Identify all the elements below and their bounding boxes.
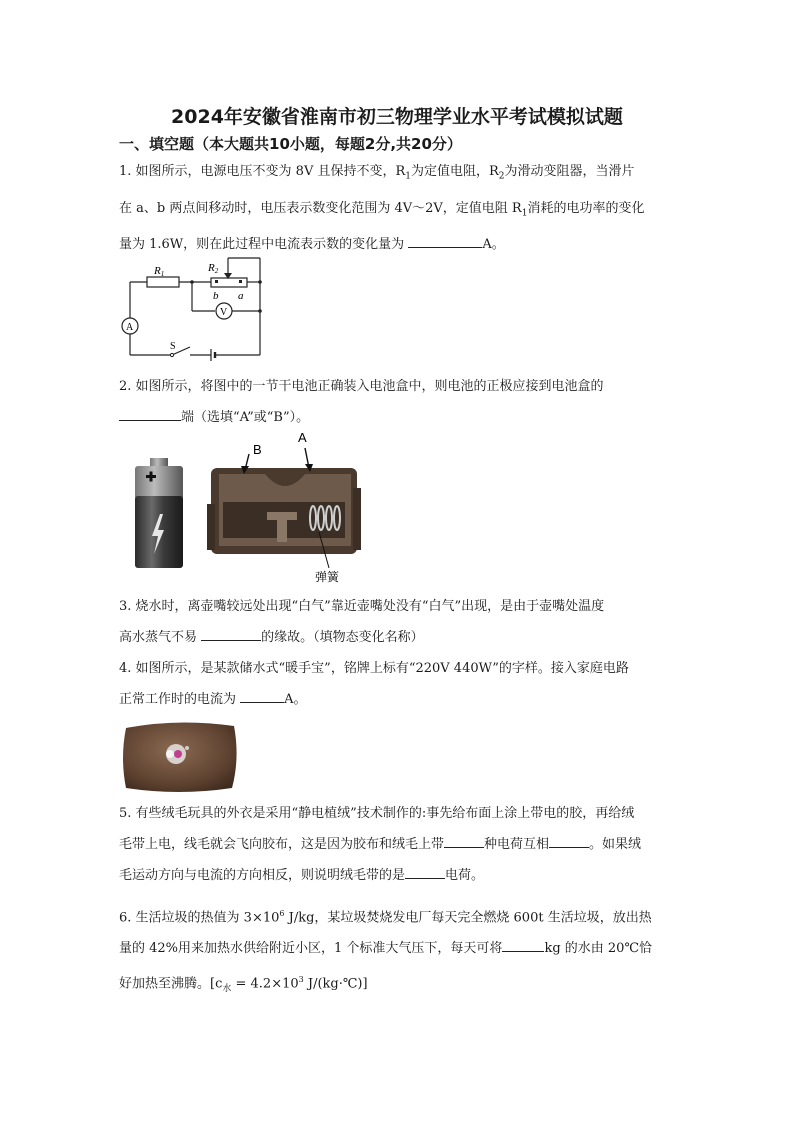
q3-line2: 高水蒸气不易 的缘故。（填物态变化名称）	[119, 622, 679, 653]
q6-answer-blank[interactable]	[502, 937, 544, 952]
a-label: a	[238, 290, 244, 302]
label-a: A	[298, 430, 307, 445]
q6-line3: 好加热至沸腾。[$c_水 = 4.2\times 10^3$ J/(kg·℃)]	[119, 975, 368, 995]
switch-label: S	[170, 341, 176, 352]
q6-line1: 6. 生活垃圾的热值为 $3\times 10^6$ J/kg，某垃圾焚烧发电厂每天完全燃烧 600t 生活垃圾，放出热	[119, 909, 652, 926]
q2-answer-blank[interactable]	[119, 406, 181, 421]
question-1	[119, 156, 679, 260]
battery-box-image	[205, 428, 365, 588]
spring-label: 弹簧	[315, 570, 340, 584]
question-3	[119, 591, 679, 653]
q5-line2: 毛带上电，线毛就会飞向胶布，这是因为胶布和绒毛上带 种电荷互相 。如果绒	[119, 829, 679, 860]
q5-blank-1[interactable]	[444, 833, 484, 848]
ammeter-label: A	[126, 322, 134, 333]
q3-answer-blank[interactable]	[201, 626, 261, 641]
q2-line1: 2. 如图所示，将图中的一节干电池正确装入电池盒中，则电池的正极应接到电池盒的	[119, 379, 604, 394]
question-2	[119, 371, 679, 433]
section-heading: 一、填空题（本大题共10小题，每题2分,共20分）	[119, 135, 462, 153]
q1-answer-blank[interactable]	[408, 233, 482, 248]
q5-blank-3[interactable]	[405, 864, 445, 879]
q5-line1: 5. 有些绒毛玩具的外衣是采用“静电植绒”技术制作的:事先给布面上涂上带电的胶，再给绒	[119, 806, 635, 821]
q6-line2: 量的 42%用来加热水供给附近小区，1 个标准大气压下，每天可将 kg 的水由 20℃恰	[119, 933, 679, 964]
voltmeter-label: V	[220, 307, 228, 318]
q2-line2: 端（选填“A”或“B”）。	[119, 402, 679, 433]
question-5	[119, 798, 679, 891]
q3-line1: 3. 烧水时，离壶嘴较远处出现“白气”靠近壶嘴处没有“白气”出现，是由于壶嘴处温度	[119, 599, 605, 614]
battery-image	[130, 456, 188, 571]
q4-answer-blank[interactable]	[240, 688, 284, 703]
hand-warmer-image	[118, 718, 242, 796]
q1-circuit-diagram	[118, 254, 268, 362]
q1-line3: 量为 1.6W，则在此过程中电流表示数的变化量为 A。	[119, 229, 679, 260]
r2-label: R2	[208, 262, 219, 275]
q4-line1: 4. 如图所示，是某款储水式“暖手宝”，铭牌上标有“220V 440W”的字样。接入家庭电路	[119, 661, 629, 676]
r1-label: R1	[154, 265, 165, 278]
q4-line2: 正常工作时的电流为 A。	[119, 684, 679, 715]
q5-blank-2[interactable]	[549, 833, 589, 848]
q1-line1: 1. 如图所示，电源电压不变为 8V 且保持不变，$R_1$为定值电阻，$R_2$为滑动变阻器，当滑片	[119, 164, 635, 182]
q5-line3: 毛运动方向与电流的方向相反，则说明绒毛带的是 电荷。	[119, 860, 679, 891]
q1-line2: 在 a、b 两点间移动时，电压表示数变化范围为 4V～2V，定值电阻 $R_1$消耗的电功率的变化	[119, 200, 645, 219]
page-title: 2024年安徽省淮南市初三物理学业水平考试模拟试题	[171, 106, 623, 128]
question-4	[119, 653, 679, 715]
label-b: B	[253, 442, 262, 457]
question-6	[119, 898, 679, 1005]
b-label: b	[213, 290, 219, 302]
